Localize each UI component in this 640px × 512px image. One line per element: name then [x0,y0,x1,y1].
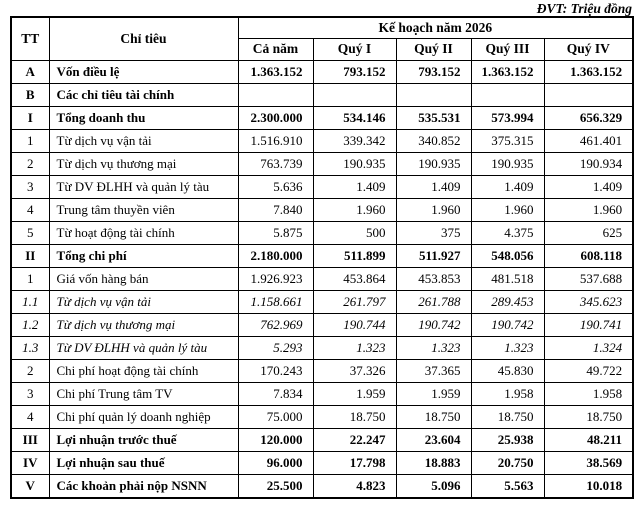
value-cell: 537.688 [544,268,633,291]
value-cell: 5.293 [238,337,313,360]
value-cell: 7.840 [238,199,313,222]
value-cell: 793.152 [396,61,471,84]
value-cell: 1.409 [544,176,633,199]
row-label-cell: Lợi nhuận trước thuế [49,429,238,452]
value-cell: 38.569 [544,452,633,475]
value-cell: 500 [313,222,396,245]
value-cell: 10.018 [544,475,633,498]
value-cell: 1.323 [313,337,396,360]
value-cell: 1.324 [544,337,633,360]
header-plan-year: Kế hoạch năm 2026 [238,17,633,39]
value-cell: 18.750 [313,406,396,429]
value-cell: 190.935 [396,153,471,176]
table-row [11,291,633,314]
header-tt: TT [11,17,49,61]
row-label-cell: Từ dịch vụ thương mại [49,314,238,337]
value-cell: 190.741 [544,314,633,337]
row-number-cell: V [11,475,49,498]
value-cell: 1.926.923 [238,268,313,291]
value-cell: 25.938 [471,429,544,452]
value-cell: 1.363.152 [238,61,313,84]
value-cell: 1.323 [396,337,471,360]
value-cell: 375.315 [471,130,544,153]
row-number-cell: 3 [11,383,49,406]
value-cell: 1.960 [396,199,471,222]
value-cell: 4.375 [471,222,544,245]
value-cell: 22.247 [313,429,396,452]
value-cell: 17.798 [313,452,396,475]
value-cell: 190.742 [396,314,471,337]
value-cell: 37.326 [313,360,396,383]
value-cell: 75.000 [238,406,313,429]
header-quarter-3: Quý III [471,39,544,61]
value-cell: 45.830 [471,360,544,383]
value-cell: 1.363.152 [544,61,633,84]
row-label-cell: Các khoản phải nộp NSNN [49,475,238,498]
row-label-cell: Vốn điều lệ [49,61,238,84]
table-row [11,107,633,130]
value-cell: 190.744 [313,314,396,337]
row-label-cell: Trung tâm thuyền viên [49,199,238,222]
value-cell: 1.959 [313,383,396,406]
value-cell: 1.516.910 [238,130,313,153]
value-cell: 190.935 [313,153,396,176]
header-full-year: Cả năm [238,39,313,61]
value-cell: 20.750 [471,452,544,475]
value-cell: 1.158.661 [238,291,313,314]
row-label-cell: Chi phí hoạt động tài chính [49,360,238,383]
row-number-cell: 3 [11,176,49,199]
value-cell: 340.852 [396,130,471,153]
row-label-cell: Từ dịch vụ vận tải [49,291,238,314]
row-number-cell: 1 [11,130,49,153]
value-cell: 1.960 [313,199,396,222]
value-cell [544,84,633,107]
value-cell: 1.958 [471,383,544,406]
value-cell: 1.409 [313,176,396,199]
value-cell: 1.363.152 [471,61,544,84]
table-row [11,383,633,406]
row-label-cell: Từ DV ĐLHH và quản lý tàu [49,337,238,360]
value-cell: 1.960 [471,199,544,222]
row-number-cell: 2 [11,153,49,176]
value-cell: 511.899 [313,245,396,268]
value-cell: 5.563 [471,475,544,498]
value-cell: 37.365 [396,360,471,383]
table-row [11,475,633,498]
value-cell: 190.935 [471,153,544,176]
row-number-cell: IV [11,452,49,475]
header-quarter-1: Quý I [313,39,396,61]
value-cell: 1.959 [396,383,471,406]
table-row [11,153,633,176]
value-cell: 96.000 [238,452,313,475]
row-number-cell: A [11,61,49,84]
row-number-cell: I [11,107,49,130]
value-cell: 5.636 [238,176,313,199]
value-cell: 48.211 [544,429,633,452]
table-row [11,199,633,222]
value-cell: 608.118 [544,245,633,268]
row-number-cell: 1.1 [11,291,49,314]
value-cell: 120.000 [238,429,313,452]
row-number-cell: 4 [11,406,49,429]
table-row [11,314,633,337]
value-cell: 453.853 [396,268,471,291]
row-number-cell: 2 [11,360,49,383]
value-cell: 762.969 [238,314,313,337]
row-label-cell: Tổng doanh thu [49,107,238,130]
value-cell: 49.722 [544,360,633,383]
value-cell: 656.329 [544,107,633,130]
value-cell: 7.834 [238,383,313,406]
value-cell: 2.300.000 [238,107,313,130]
value-cell: 5.096 [396,475,471,498]
value-cell [313,84,396,107]
value-cell: 1.409 [471,176,544,199]
financial-plan-table [10,16,634,499]
value-cell [238,84,313,107]
header-chi-tieu: Chỉ tiêu [49,17,238,61]
value-cell: 793.152 [313,61,396,84]
row-number-cell: 1.3 [11,337,49,360]
table-row [11,406,633,429]
value-cell: 461.401 [544,130,633,153]
value-cell: 1.409 [396,176,471,199]
value-cell: 1.960 [544,199,633,222]
row-label-cell: Từ dịch vụ thương mại [49,153,238,176]
value-cell: 345.623 [544,291,633,314]
value-cell: 453.864 [313,268,396,291]
value-cell: 289.453 [471,291,544,314]
value-cell: 18.750 [544,406,633,429]
row-number-cell: 4 [11,199,49,222]
row-label-cell: Tổng chi phí [49,245,238,268]
table-row [11,176,633,199]
row-number-cell: 1.2 [11,314,49,337]
value-cell: 1.958 [544,383,633,406]
row-label-cell: Lợi nhuận sau thuế [49,452,238,475]
value-cell [471,84,544,107]
value-cell: 190.934 [544,153,633,176]
unit-label: ĐVT: Triệu đồng [536,1,632,16]
table-row [11,429,633,452]
row-label-cell: Chi phí quản lý doanh nghiệp [49,406,238,429]
row-label-cell: Các chỉ tiêu tài chính [49,84,238,107]
row-number-cell: 1 [11,268,49,291]
value-cell: 2.180.000 [238,245,313,268]
value-cell: 5.875 [238,222,313,245]
row-number-cell: 5 [11,222,49,245]
row-label-cell: Từ hoạt động tài chính [49,222,238,245]
header-quarter-4: Quý IV [544,39,633,61]
value-cell: 511.927 [396,245,471,268]
table-row [11,222,633,245]
value-cell: 18.750 [396,406,471,429]
table-body [11,61,633,498]
table-row [11,245,633,268]
value-cell: 535.531 [396,107,471,130]
value-cell: 18.883 [396,452,471,475]
value-cell: 25.500 [238,475,313,498]
table-row [11,61,633,84]
value-cell: 1.323 [471,337,544,360]
row-number-cell: II [11,245,49,268]
value-cell: 170.243 [238,360,313,383]
row-number-cell: III [11,429,49,452]
row-label-cell: Chi phí Trung tâm TV [49,383,238,406]
row-label-cell: Giá vốn hàng bán [49,268,238,291]
value-cell: 4.823 [313,475,396,498]
table-row [11,268,633,291]
value-cell: 625 [544,222,633,245]
value-cell: 481.518 [471,268,544,291]
value-cell: 261.797 [313,291,396,314]
value-cell: 261.788 [396,291,471,314]
value-cell: 190.742 [471,314,544,337]
table-row [11,452,633,475]
value-cell: 548.056 [471,245,544,268]
value-cell: 18.750 [471,406,544,429]
header-quarter-2: Quý II [396,39,471,61]
value-cell: 339.342 [313,130,396,153]
table-row [11,337,633,360]
value-cell [396,84,471,107]
value-cell: 573.994 [471,107,544,130]
value-cell: 375 [396,222,471,245]
table-row [11,84,633,107]
value-cell: 763.739 [238,153,313,176]
row-number-cell: B [11,84,49,107]
row-label-cell: Từ DV ĐLHH và quản lý tàu [49,176,238,199]
table-row [11,130,633,153]
table-row [11,360,633,383]
value-cell: 23.604 [396,429,471,452]
row-label-cell: Từ dịch vụ vận tải [49,130,238,153]
table-header [11,17,633,61]
value-cell: 534.146 [313,107,396,130]
